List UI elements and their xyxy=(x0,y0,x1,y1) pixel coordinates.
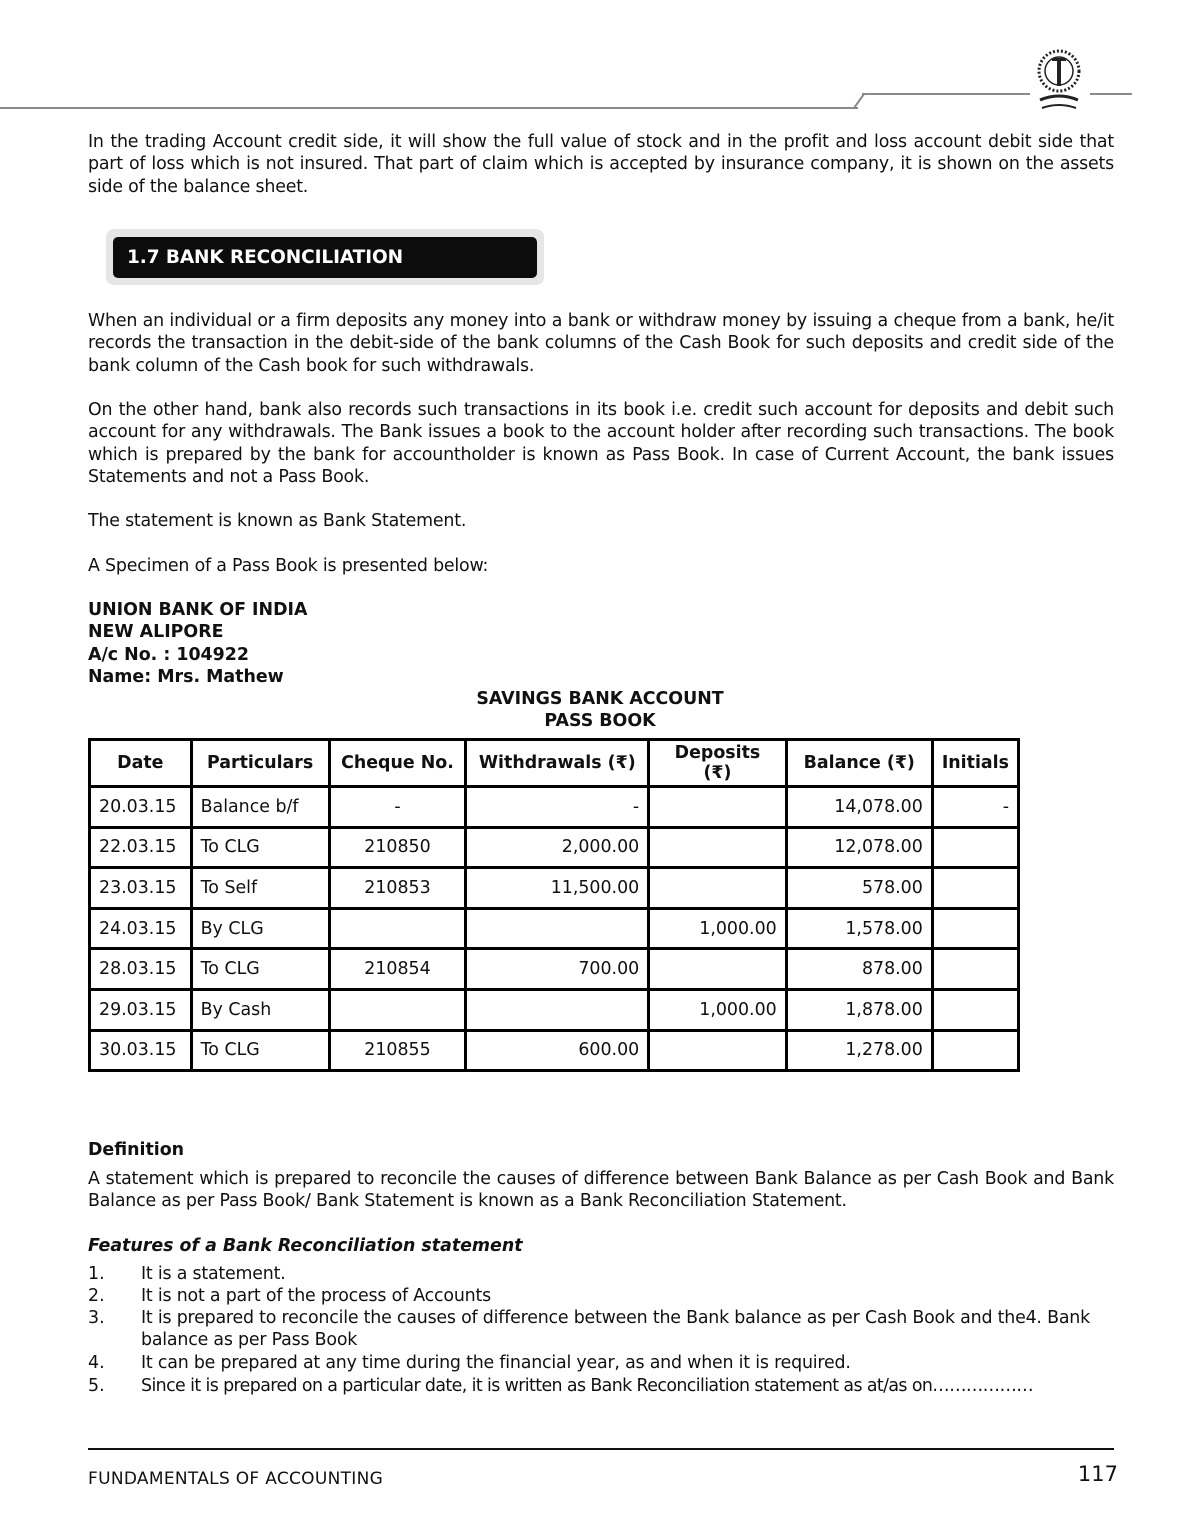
account-number: A/c No. : 104922 xyxy=(88,645,249,665)
table-row xyxy=(90,1030,1019,1071)
table-row xyxy=(90,908,1019,949)
cell-initials xyxy=(932,989,1018,1030)
cell-date: 29.03.15 xyxy=(90,989,192,1030)
bank-name: UNION BANK OF INDIA xyxy=(88,600,308,620)
list-text: It is not a part of the process of Accounts xyxy=(141,1286,491,1306)
cell-withdrawals: 2,000.00 xyxy=(466,827,649,868)
definition-text: A statement which is prepared to reconcile the causes of difference between Bank Balance as per Cash Book and Bank Balance as per Pass Book/ Bank Statement is known as a Bank Reconciliation Statement. xyxy=(88,1169,1114,1212)
list-number: 5. xyxy=(88,1376,105,1396)
cell-particulars: To CLG xyxy=(191,827,329,868)
cell-particulars: To Self xyxy=(191,868,329,909)
cell-balance: 1,878.00 xyxy=(786,989,932,1030)
paragraph-deposits: When an individual or a firm deposits any money into a bank or withdraw money by issuing a cheque from a bank, he/it records the transaction in the debit-side of the bank columns of the Cash Book for such deposits and credit side of the bank column of the Cash book for such withdrawals. xyxy=(88,311,1114,376)
cell-initials xyxy=(932,908,1018,949)
cell-date: 24.03.15 xyxy=(90,908,192,949)
cell-deposits xyxy=(649,868,787,909)
cell-balance: 878.00 xyxy=(786,949,932,990)
cell-date: 22.03.15 xyxy=(90,827,192,868)
cell-balance: 14,078.00 xyxy=(786,787,932,828)
cell-initials xyxy=(932,949,1018,990)
cell-cheque-no: - xyxy=(329,787,466,828)
cell-cheque-no: 210855 xyxy=(329,1030,466,1071)
cell-deposits xyxy=(649,949,787,990)
cell-cheque-no xyxy=(329,908,466,949)
cell-deposits: 1,000.00 xyxy=(649,908,787,949)
table-row xyxy=(90,868,1019,909)
cell-deposits xyxy=(649,827,787,868)
paragraph-bank-statement: The statement is known as Bank Statement. xyxy=(88,511,467,531)
column-header: Cheque No. xyxy=(329,740,466,787)
cell-cheque-no: 210850 xyxy=(329,827,466,868)
list-text: Since it is prepared on a particular date, it is written as Bank Reconciliation statement as at/as on……………… xyxy=(141,1376,1034,1396)
cell-date: 23.03.15 xyxy=(90,868,192,909)
institute-logo-icon xyxy=(1030,38,1088,120)
cell-initials xyxy=(932,1030,1018,1071)
cell-particulars: By Cash xyxy=(191,989,329,1030)
cell-date: 30.03.15 xyxy=(90,1030,192,1071)
cell-withdrawals xyxy=(466,989,649,1030)
intro-paragraph: In the trading Account credit side, it will show the full value of stock and in the profit and loss account debit side that part of loss which is not insured. That part of claim which is accepted by insurance company, it is shown on the assets side of the balance sheet. xyxy=(88,132,1114,197)
table-row xyxy=(90,787,1019,828)
cell-date: 20.03.15 xyxy=(90,787,192,828)
column-header: Balance (₹) xyxy=(786,740,932,787)
list-text: It is prepared to reconcile the causes of difference between the Bank balance as per Cash Book and the4. Bank balance as per Pass Book xyxy=(141,1308,1090,1351)
cell-initials xyxy=(932,827,1018,868)
cell-balance: 1,578.00 xyxy=(786,908,932,949)
cell-cheque-no xyxy=(329,989,466,1030)
cell-initials: - xyxy=(932,787,1018,828)
table-row xyxy=(90,949,1019,990)
cell-deposits: 1,000.00 xyxy=(649,989,787,1030)
paragraph-specimen: A Specimen of a Pass Book is presented below: xyxy=(88,556,489,576)
cell-balance: 1,278.00 xyxy=(786,1030,932,1071)
cell-balance: 12,078.00 xyxy=(786,827,932,868)
cell-cheque-no: 210854 xyxy=(329,949,466,990)
bank-branch: NEW ALIPORE xyxy=(88,622,224,642)
table-row xyxy=(90,989,1019,1030)
cell-particulars: To CLG xyxy=(191,949,329,990)
passbook-title: SAVINGS BANK ACCOUNT xyxy=(476,689,724,709)
list-text: It is a statement. xyxy=(141,1264,286,1284)
page-number: 117 xyxy=(1077,1462,1118,1486)
cell-withdrawals: 600.00 xyxy=(466,1030,649,1071)
header-rule-far-right xyxy=(1090,93,1132,95)
cell-particulars: By CLG xyxy=(191,908,329,949)
cell-date: 28.03.15 xyxy=(90,949,192,990)
cell-withdrawals: - xyxy=(466,787,649,828)
header-rule-right xyxy=(862,93,1030,95)
definition-heading: Definition xyxy=(88,1140,185,1160)
cell-deposits xyxy=(649,1030,787,1071)
cell-withdrawals: 700.00 xyxy=(466,949,649,990)
features-heading: Features of a Bank Reconciliation statement xyxy=(88,1236,523,1256)
passbook-subtitle: PASS BOOK xyxy=(544,711,656,731)
table-header-row xyxy=(90,740,1019,787)
column-header: Date xyxy=(90,740,192,787)
column-header: Initials xyxy=(932,740,1018,787)
cell-particulars: Balance b/f xyxy=(191,787,329,828)
table-row xyxy=(90,827,1019,868)
column-header: Deposits (₹) xyxy=(649,740,787,787)
cell-balance: 578.00 xyxy=(786,868,932,909)
section-heading: 1.7 BANK RECONCILIATION STATEMENTS xyxy=(113,237,537,278)
list-number: 2. xyxy=(88,1286,105,1306)
list-number: 1. xyxy=(88,1264,105,1284)
cell-withdrawals xyxy=(466,908,649,949)
list-number: 3. xyxy=(88,1308,105,1328)
cell-initials xyxy=(932,868,1018,909)
cell-particulars: To CLG xyxy=(191,1030,329,1071)
column-header: Withdrawals (₹) xyxy=(466,740,649,787)
footer-rule xyxy=(88,1448,1114,1450)
cell-withdrawals: 11,500.00 xyxy=(466,868,649,909)
account-holder: Name: Mrs. Mathew xyxy=(88,667,284,687)
column-header: Particulars xyxy=(191,740,329,787)
cell-deposits xyxy=(649,787,787,828)
list-number: 4. xyxy=(88,1353,105,1373)
header-rule-left xyxy=(0,107,858,109)
footer-title: FUNDAMENTALS OF ACCOUNTING xyxy=(88,1469,384,1489)
pass-book-table xyxy=(88,738,1020,1072)
cell-cheque-no: 210853 xyxy=(329,868,466,909)
list-text: It can be prepared at any time during the financial year, as and when it is required. xyxy=(141,1353,851,1373)
paragraph-pass-book: On the other hand, bank also records such transactions in its book i.e. credit such account for deposits and debit such account for any withdrawals. The Bank issues a book to the account holder after recording such transactions. The book which is prepared by the bank for accountholder is known as Pass Book. In case of Current Account, the bank issues Statements and not a Pass Book. xyxy=(88,400,1114,487)
